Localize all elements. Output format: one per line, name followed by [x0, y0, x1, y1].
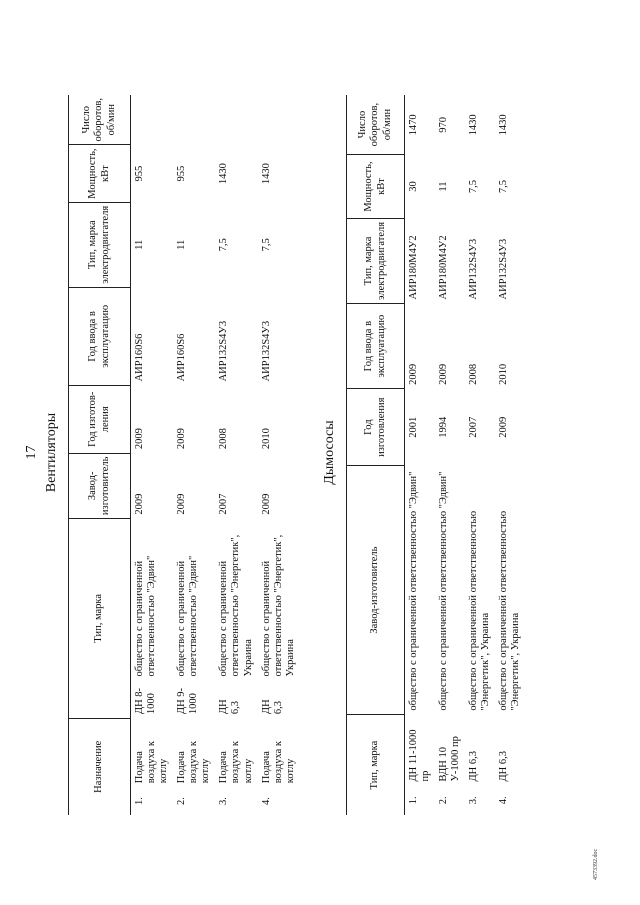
col-header: Мощность, кВт — [347, 155, 405, 219]
power-cell: 7,5 — [260, 238, 272, 252]
col-header: Тип, марка электродвигателя — [69, 202, 131, 287]
motor-cell: АИР132S4У3 — [498, 238, 510, 300]
row-number: 3. — [218, 797, 230, 806]
type-cell: ДН 8-1000 — [134, 687, 158, 715]
year-made-cell: 2009 — [260, 493, 272, 515]
year-op-cell: 2009 — [438, 363, 450, 385]
col-header: Год ввода в эксплуатацию — [69, 287, 131, 385]
motor-cell: АИР180М4У2 — [408, 235, 419, 300]
col-header: Завод-изготовитель — [347, 466, 405, 715]
smoke-table — [346, 95, 526, 815]
fans-header — [69, 95, 131, 815]
motor-cell: АИР160S6 — [176, 333, 188, 382]
col-header: Назначение — [93, 740, 105, 793]
rpm-cell: 970 — [438, 116, 450, 133]
rpm-cell: 955 — [134, 165, 145, 182]
type-cell: ВДН 10 У-1000 пр — [438, 736, 462, 782]
row-number: 1. — [408, 796, 419, 805]
table-row — [131, 95, 174, 815]
table-row — [405, 95, 436, 815]
power-cell: 7,5 — [468, 179, 480, 194]
year-op-cell: 2008 — [218, 428, 230, 450]
year-made-cell: 2009 — [134, 493, 145, 515]
row-number: 1. — [134, 797, 145, 806]
col-header: Завод-изготовитель — [69, 453, 131, 518]
type-cell: ДН 6,3 — [260, 699, 284, 715]
document-id: 4573392.doc — [593, 848, 599, 880]
year-made-cell: 2001 — [408, 416, 419, 438]
table-row — [173, 95, 215, 815]
rpm-cell: 1430 — [260, 163, 272, 185]
row-number: 2. — [176, 797, 188, 806]
year-op-cell: 2009 — [134, 428, 145, 450]
col-header: Тип, марка — [369, 740, 381, 790]
motor-cell: АИР132S4У3 — [260, 320, 272, 382]
purpose-cell: Подача воздуха к котлу — [134, 741, 170, 784]
table-row — [258, 95, 300, 815]
purpose-cell: Подача воздуха к котлу — [218, 741, 254, 784]
row-number: 3. — [468, 796, 480, 805]
purpose-cell: Подача воздуха к котлу — [260, 741, 296, 784]
maker-cell: общество с ограниченной ответственностью "Энергетик", Украина — [498, 510, 522, 711]
purpose-cell: Подача воздуха к котлу — [176, 741, 212, 784]
type-cell: ДН 6,3 — [468, 751, 480, 782]
type-cell: ДН 6,3 — [498, 751, 510, 782]
rpm-cell: 1470 — [408, 114, 419, 136]
rpm-cell: 1430 — [468, 114, 480, 136]
col-header: Год изготовления — [347, 389, 405, 466]
motor-cell: АИР132S4У3 — [468, 238, 480, 300]
power-cell: 7,5 — [218, 238, 230, 252]
year-made-cell: 2007 — [468, 416, 480, 438]
year-op-cell: 2010 — [260, 428, 272, 450]
maker-cell: общество с ограниченной ответственностью "Эдвин" — [438, 471, 450, 711]
power-cell: 30 — [408, 181, 419, 192]
motor-cell: АИР132S4У3 — [218, 320, 230, 382]
col-header: Число оборотов, об/мин — [69, 95, 131, 145]
maker-cell: общество с ограниченной ответственностью "Эдвин" — [408, 471, 419, 711]
fans-table — [68, 95, 300, 815]
year-made-cell: 1994 — [438, 416, 450, 438]
table-row — [435, 95, 465, 815]
maker-cell: общество с ограниченной ответственностью "Энергетик", Украина — [218, 534, 254, 677]
maker-cell: общество с ограниченной ответственностью "Энергетик", Украина — [468, 510, 492, 711]
power-cell: 11 — [176, 239, 188, 250]
col-header: Год ввода в эксплуатацию — [347, 303, 405, 388]
smoke-header — [347, 95, 405, 815]
col-header: Мощность, кВт — [69, 145, 131, 202]
smoke-title: Дымососы — [322, 420, 337, 485]
power-cell: 11 — [134, 239, 145, 250]
maker-cell: общество с ограниченной ответственностью "Эдвин" — [134, 555, 158, 677]
year-made-cell: 2007 — [218, 493, 230, 515]
table-row — [495, 95, 525, 815]
power-cell: 7,5 — [498, 179, 510, 194]
type-cell: ДН 6,3 — [218, 699, 242, 715]
rpm-cell: 1430 — [218, 163, 230, 185]
row-number: 2. — [438, 796, 450, 805]
maker-cell: общество с ограниченной ответственностью "Энергетик", Украина — [260, 534, 296, 677]
year-made-cell: 2009 — [176, 493, 188, 515]
page-number: 17 — [24, 445, 39, 460]
fans-title: Вентиляторы — [44, 412, 59, 493]
year-op-cell: 2009 — [408, 363, 419, 385]
year-made-cell: 2009 — [498, 416, 510, 438]
col-header: Тип, марка электродвигателя — [347, 218, 405, 303]
year-op-cell: 2008 — [468, 363, 480, 385]
year-op-cell: 2010 — [498, 363, 510, 385]
motor-cell: АИР180М4У2 — [438, 235, 450, 300]
col-header: Число оборотов, об/мин — [347, 95, 405, 155]
power-cell: 11 — [438, 181, 450, 192]
row-number: 4. — [498, 796, 510, 805]
col-header: Тип, марка — [69, 519, 131, 719]
table-row — [465, 95, 495, 815]
rpm-cell: 955 — [176, 165, 188, 182]
maker-cell: общество с ограниченной ответственностью "Эдвин" — [176, 555, 200, 677]
type-cell: ДН 11-1000 пр — [408, 729, 432, 782]
year-op-cell: 2009 — [176, 428, 188, 450]
table-row — [215, 95, 257, 815]
rpm-cell: 1430 — [498, 114, 510, 136]
motor-cell: АИР160S6 — [134, 333, 145, 382]
row-number: 4. — [260, 797, 272, 806]
type-cell: ДН 9-1000 — [176, 687, 200, 715]
col-header: Год изготов-ления — [69, 385, 131, 453]
